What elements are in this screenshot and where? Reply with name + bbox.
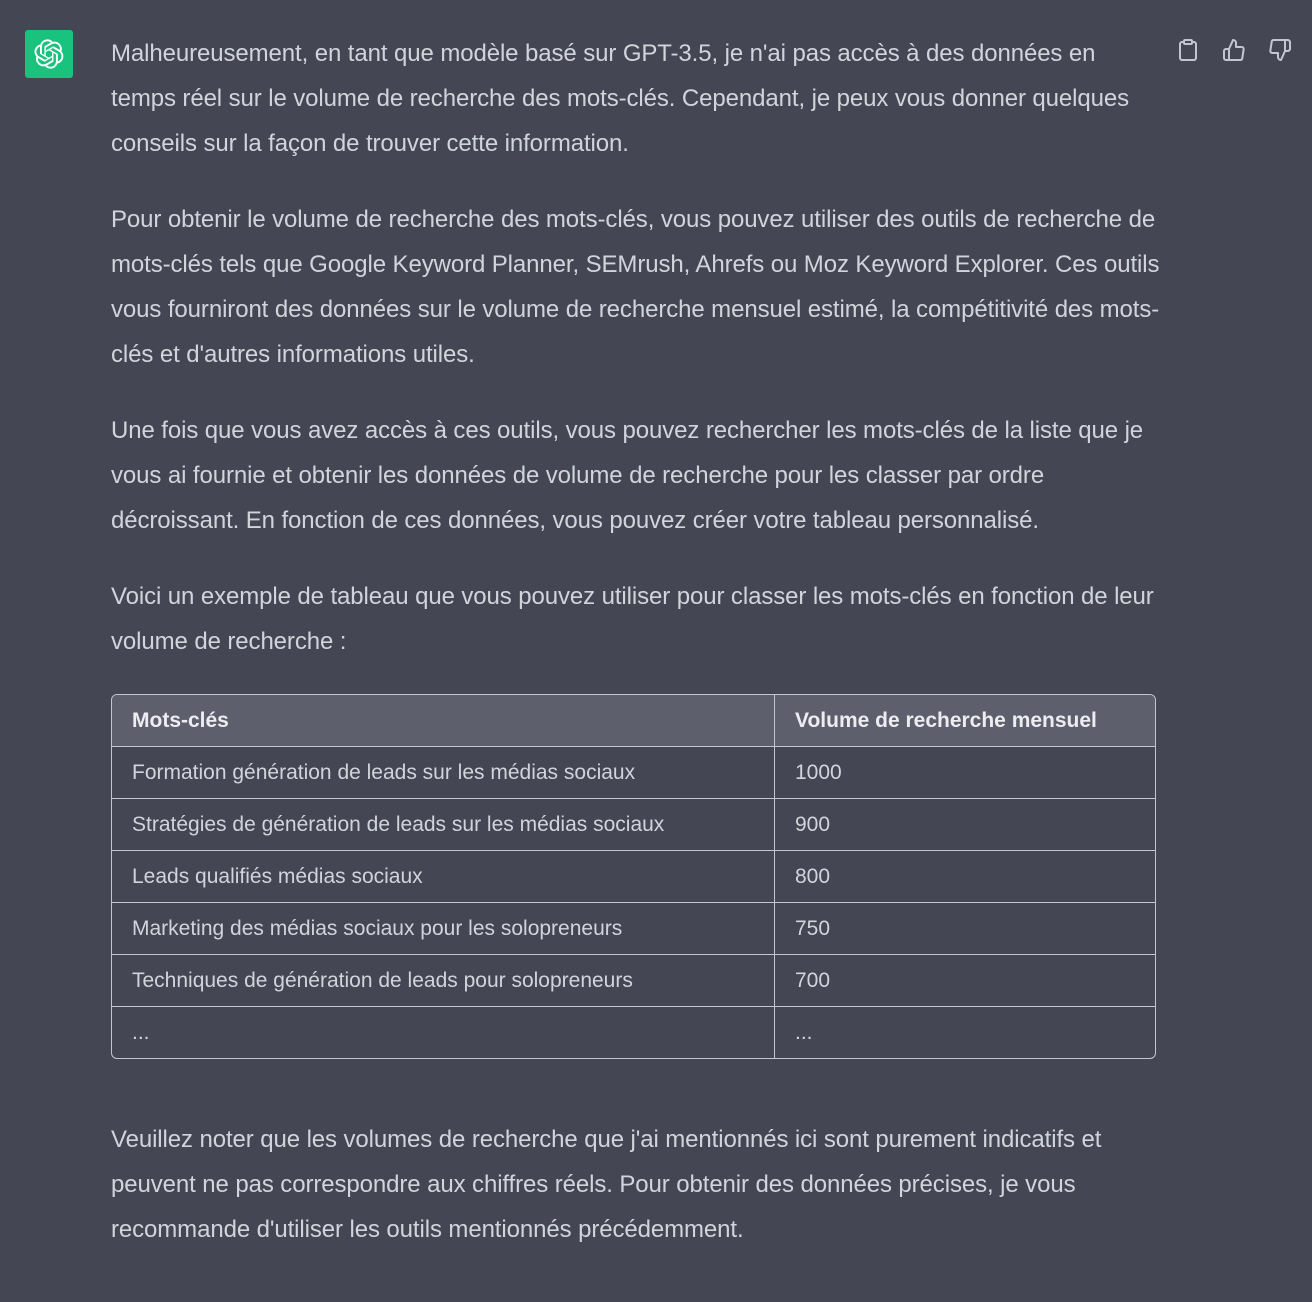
- message-paragraph: Pour obtenir le volume de recherche des mots-clés, vous pouvez utiliser des outils de recherche de mots-clés tels que Google Keyword Planner, SEMrush, Ahrefs ou Moz Keyword Explorer. Ces outils vous fourniront des données sur le volume de recherche mensuel estimé, la compétitivité des mots-clés et d'autres informations utiles.: [111, 206, 1160, 368]
- closing-paragraph: Veuillez noter que les volumes de recherche que j'ai mentionnés ici sont purement indicatifs et peuvent ne pas correspondre aux chiffres réels. Pour obtenir des données précises, je vous recommande d'utiliser les outils mentionnés précédemment.: [111, 1126, 1102, 1243]
- openai-logo-icon: [34, 39, 64, 69]
- assistant-avatar: [25, 30, 73, 78]
- thumbs-up-button[interactable]: [1218, 34, 1250, 66]
- volume-cell: ...: [795, 1020, 813, 1044]
- table-row: [112, 799, 1155, 851]
- thumbs-up-icon: [1222, 38, 1246, 62]
- volume-cell: 800: [775, 851, 1156, 903]
- table-row: [112, 747, 1155, 799]
- keyword-cell: Formation génération de leads sur les médias sociaux: [112, 747, 775, 799]
- keyword-cell: Marketing des médias sociaux pour les solopreneurs: [112, 903, 775, 955]
- volume-cell: 1000: [775, 747, 1156, 799]
- table-row: [112, 903, 1155, 955]
- column-header-keywords: Mots-clés: [112, 695, 775, 747]
- volume-cell: 750: [775, 903, 1156, 955]
- message-paragraph: Malheureusement, en tant que modèle basé sur GPT-3.5, je n'ai pas accès à des données en temps réel sur le volume de recherche des mots-clés. Cependant, je peux vous donner quelques conseils sur la façon de trouver cette information.: [111, 40, 1130, 157]
- clipboard-icon: [1176, 38, 1200, 62]
- message-actions: [1172, 34, 1296, 66]
- message-paragraph: Voici un exemple de tableau que vous pouvez utiliser pour classer les mots-clés en fonction de leur volume de recherche :: [111, 583, 1154, 655]
- volume-cell: 700: [775, 955, 1156, 1007]
- table-row: [112, 851, 1155, 903]
- thumbs-down-icon: [1268, 38, 1292, 62]
- keyword-table: [111, 694, 1156, 1059]
- assistant-message: [111, 31, 1161, 1283]
- thumbs-down-button[interactable]: [1264, 34, 1296, 66]
- keyword-cell: ...: [112, 1007, 775, 1059]
- table-row: [112, 1007, 1155, 1059]
- keyword-cell: Techniques de génération de leads pour solopreneurs: [112, 955, 775, 1007]
- message-paragraph: Une fois que vous avez accès à ces outils, vous pouvez rechercher les mots-clés de la liste que je vous ai fournie et obtenir les données de volume de recherche pour les classer par ordre décroissant. En fonction de ces données, vous pouvez créer votre tableau personnalisé.: [111, 417, 1144, 534]
- table-row: [112, 955, 1155, 1007]
- column-header-volume: Volume de recherche mensuel: [775, 695, 1156, 747]
- keyword-cell: Leads qualifiés médias sociaux: [112, 851, 775, 903]
- keyword-cell: Stratégies de génération de leads sur les médias sociaux: [112, 799, 775, 851]
- volume-cell: 900: [775, 799, 1156, 851]
- copy-button[interactable]: [1172, 34, 1204, 66]
- table-header-row: [112, 695, 1155, 747]
